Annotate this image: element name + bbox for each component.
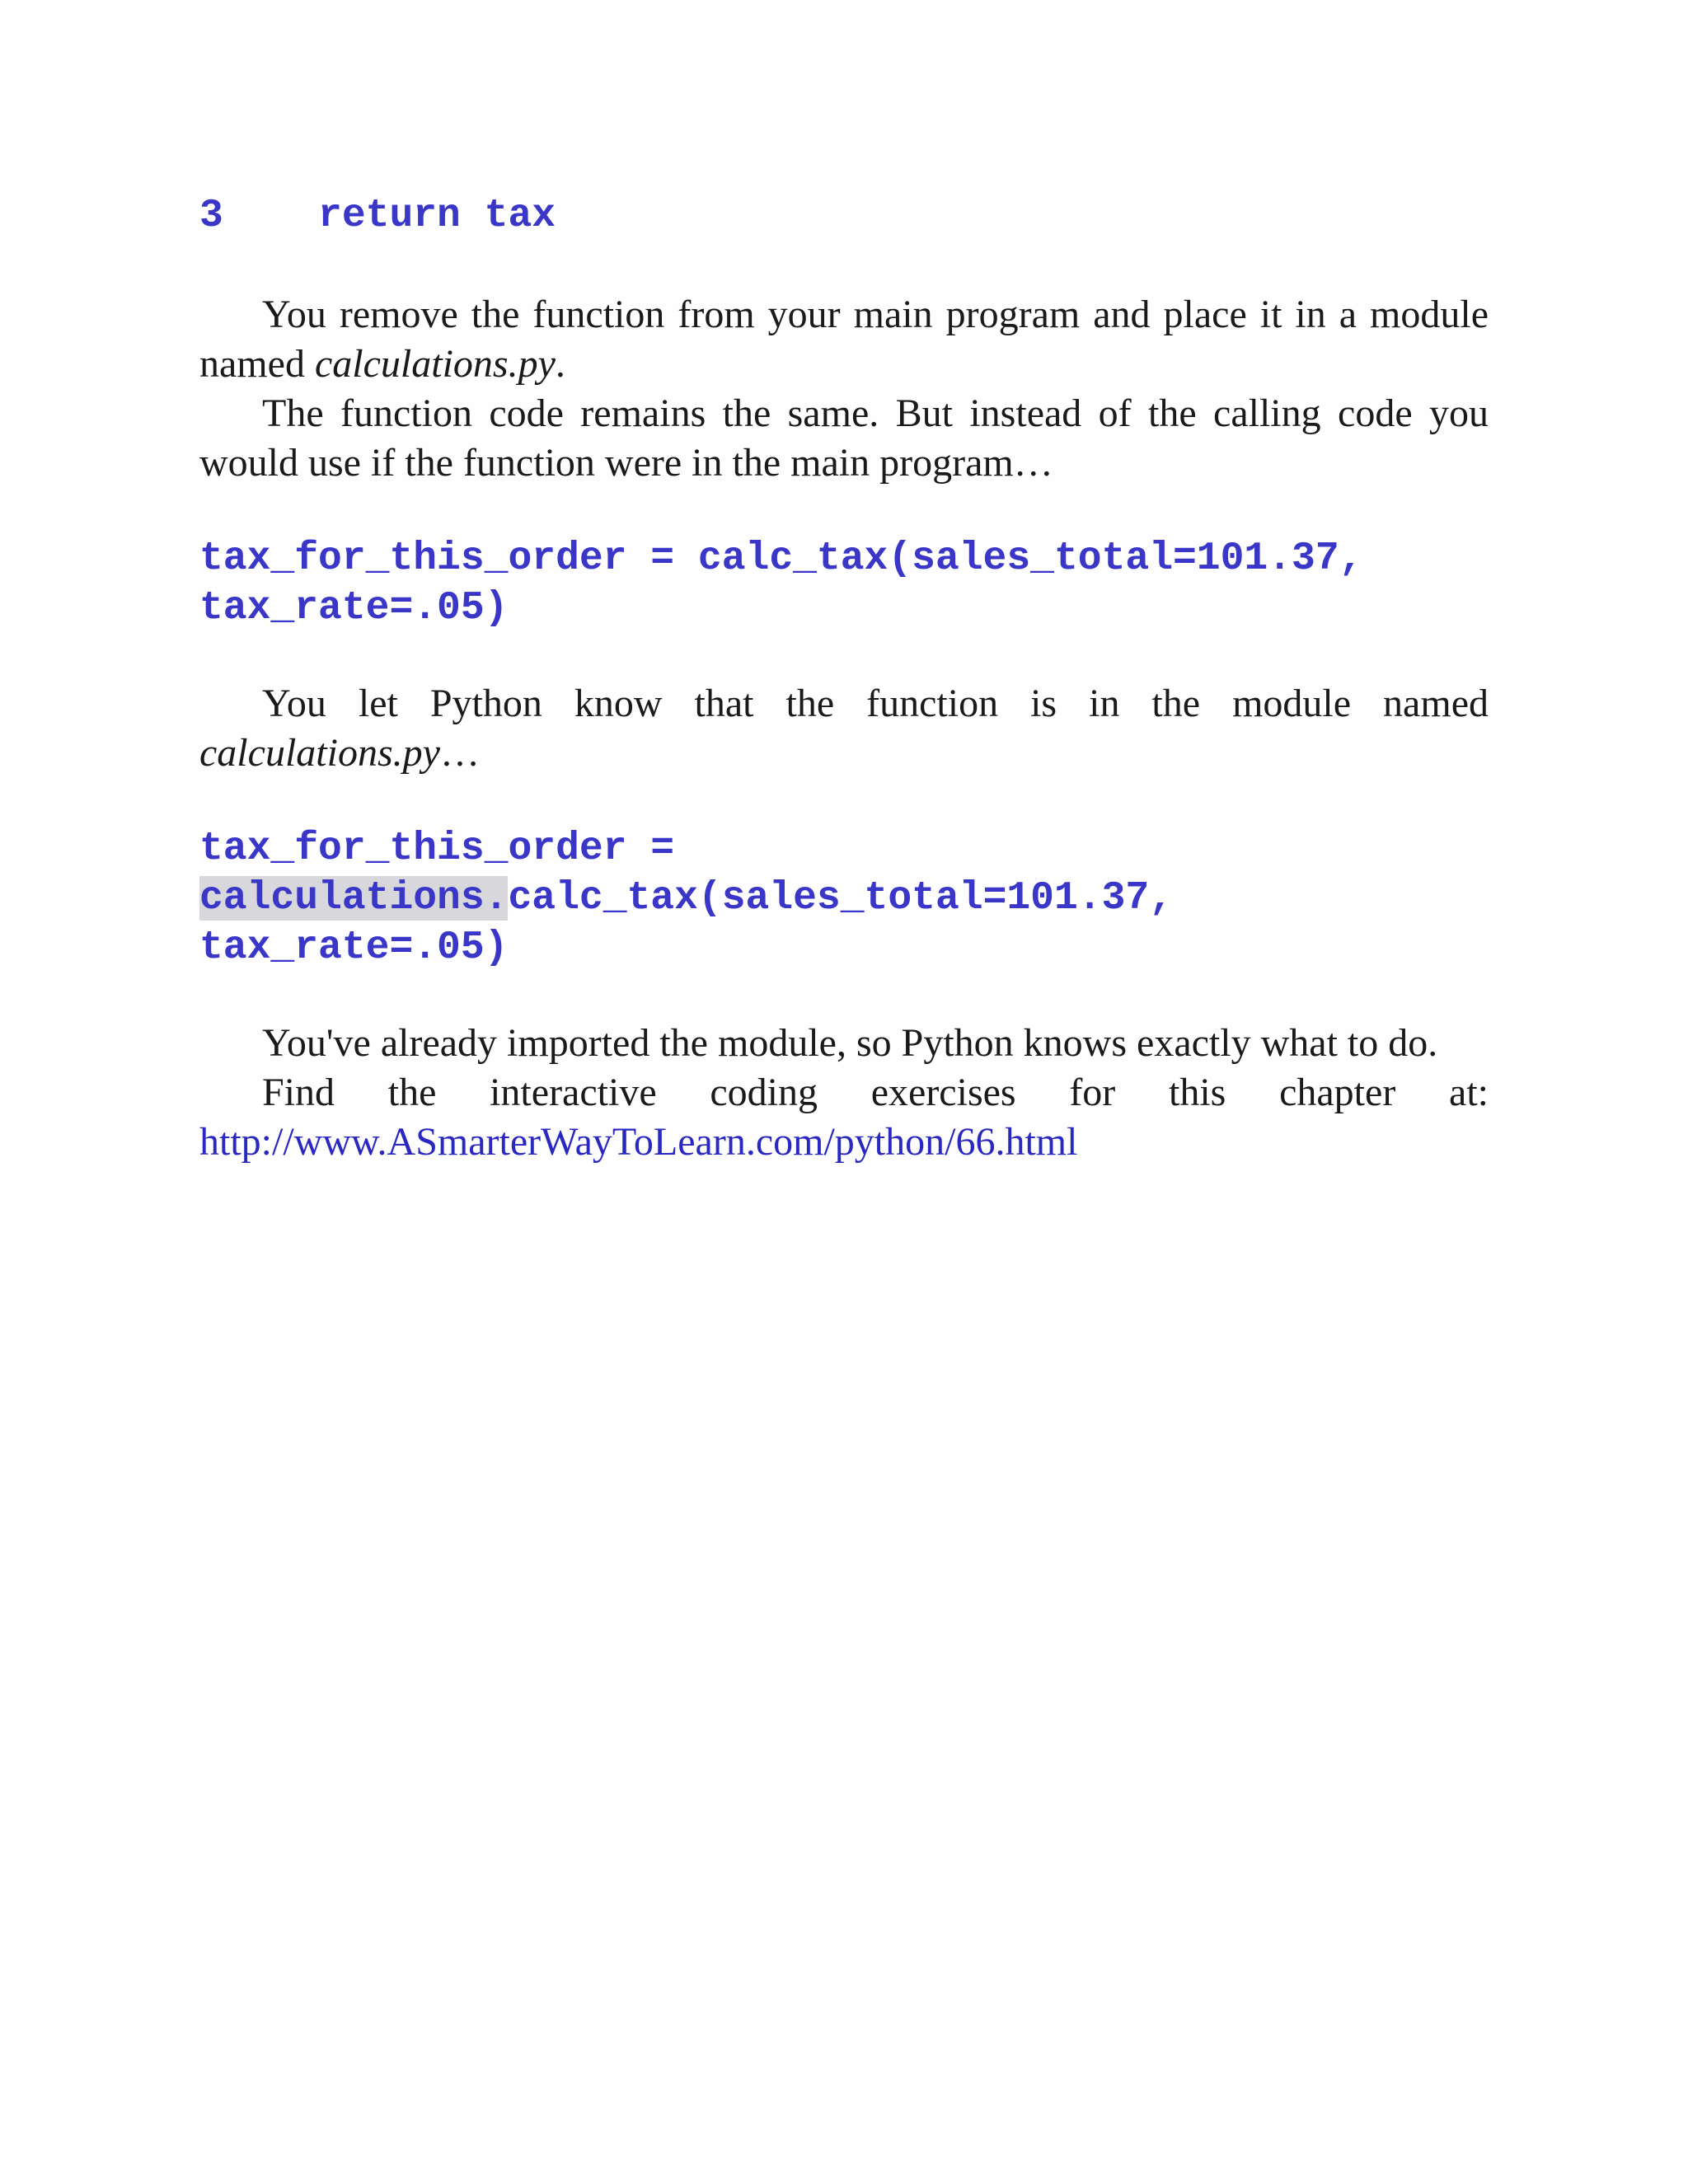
filename-italic: calculations.py: [199, 731, 440, 775]
highlighted-module-prefix: calculations.: [199, 876, 509, 921]
code-line: calculations.calc_tax(sales_total=101.37,: [199, 876, 1173, 921]
prose-block-2: [199, 679, 1489, 778]
code-line: tax_rate=.05): [199, 926, 509, 970]
code-line: tax_for_this_order = calc_tax(sales_total=101.37,: [199, 537, 1363, 581]
line-number: 3: [199, 194, 223, 238]
paragraph-function-code: The function code remains the same. But instead of the calling code you would use if the function were in the main program…: [199, 391, 1489, 485]
paragraph-already-imported: You've already imported the module, so Python knows exactly what to do.: [262, 1021, 1438, 1065]
code-line: tax_for_this_order =: [199, 827, 675, 871]
paragraph-module-intro: You remove the function from your main program and place it in a module named calculations.py.: [199, 293, 1489, 386]
prose-block-1: [199, 290, 1489, 488]
prose-block-3: [199, 1019, 1489, 1167]
paragraph-exercises: Find the interactive coding exercises for this chapter at: http://www.ASmarterWayToLearn.com/python/66.html: [199, 1071, 1489, 1164]
code-line-return-tax: [199, 191, 1489, 241]
page-content: [199, 191, 1489, 1167]
code-block-module-call: [199, 824, 1489, 972]
paragraph-module-named: You let Python know that the function is in the module named calculations.py…: [199, 682, 1489, 775]
code-line: tax_rate=.05): [199, 586, 509, 630]
filename-italic: calculations.py: [314, 342, 556, 386]
code-return-statement: return tax: [318, 194, 556, 238]
exercises-link[interactable]: http://www.ASmarterWayToLearn.com/python/66.html: [199, 1120, 1078, 1164]
code-block-direct-call: [199, 534, 1489, 633]
